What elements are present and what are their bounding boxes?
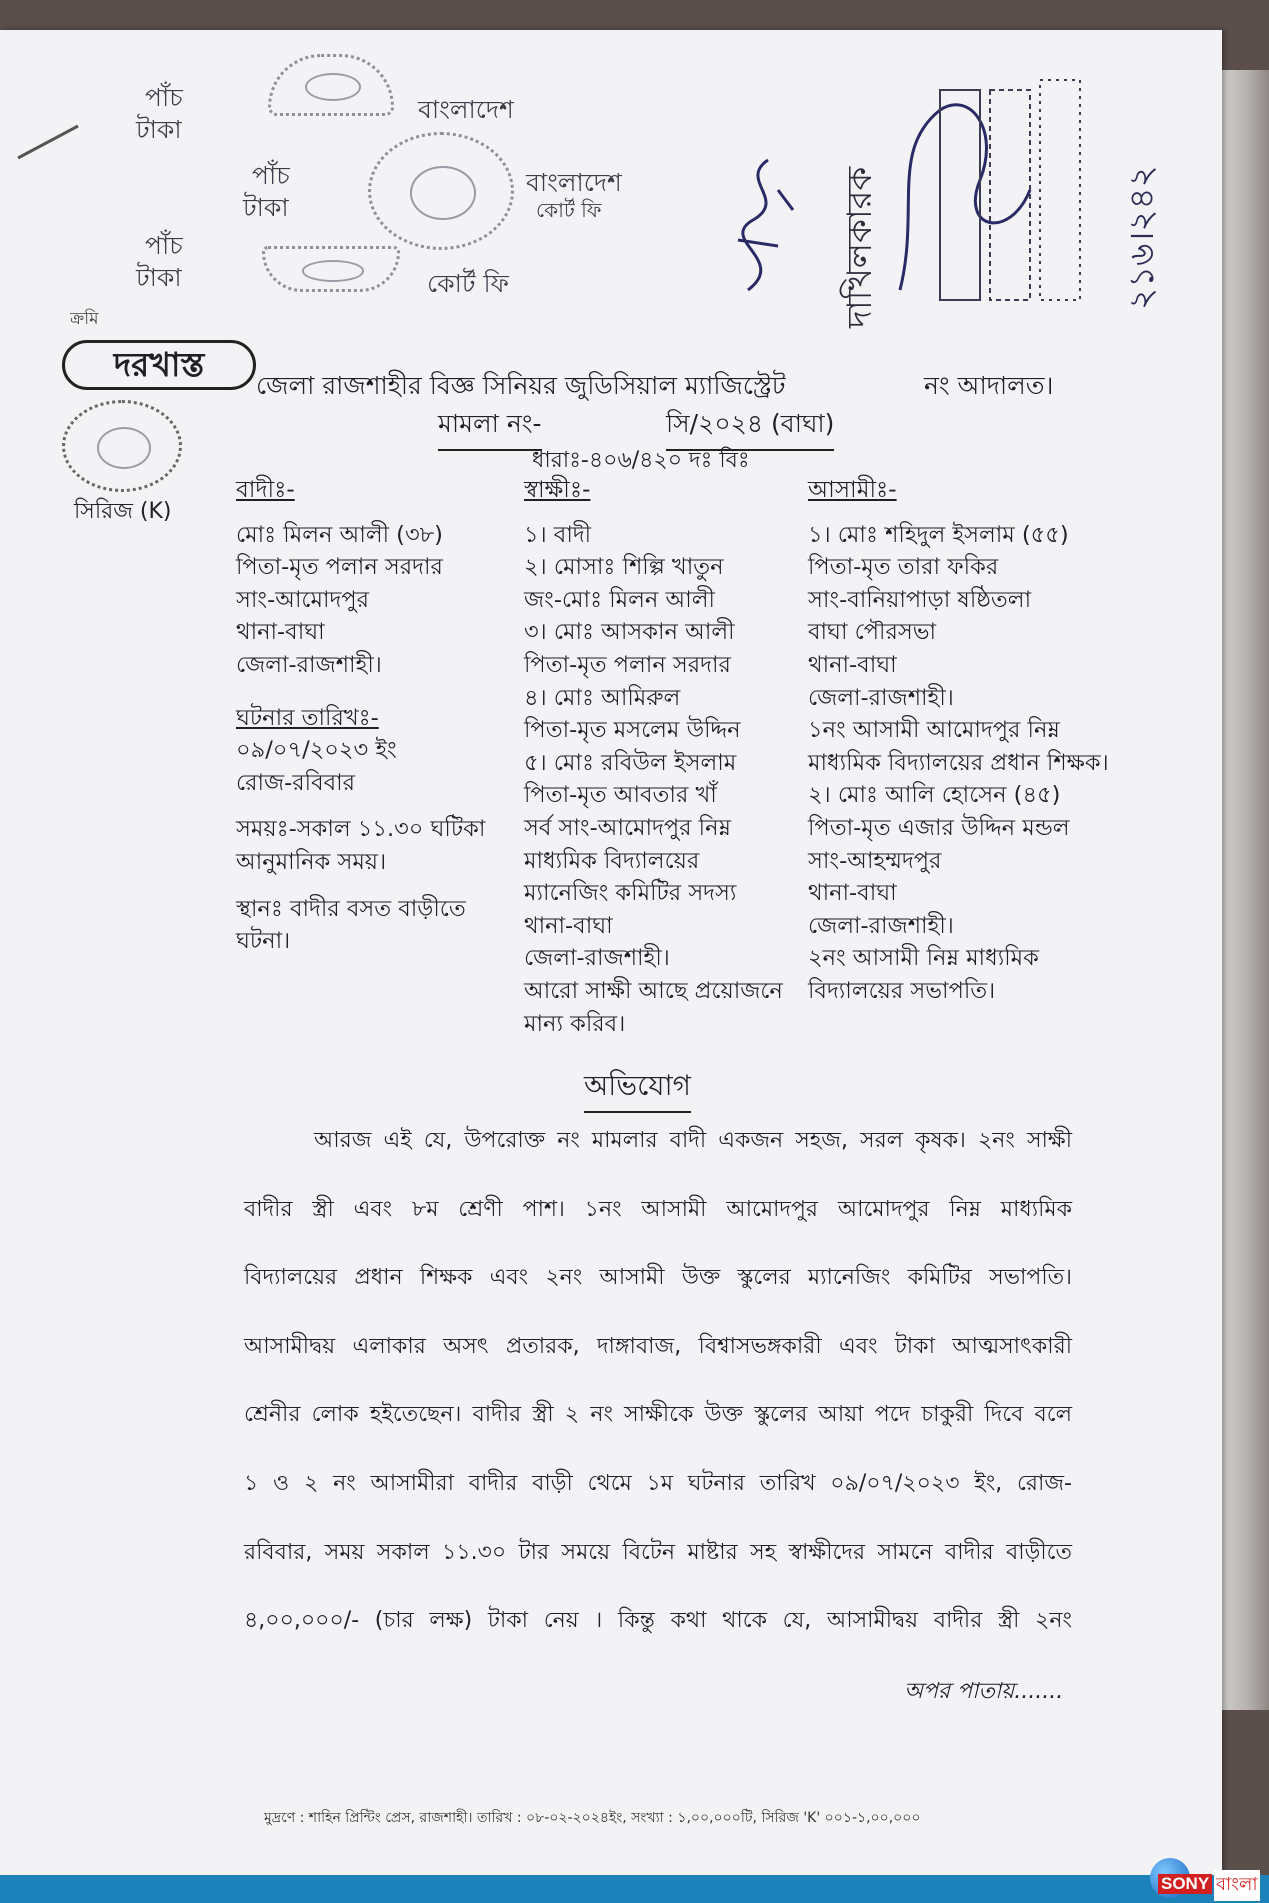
accused-line: ২। মোঃ আলি হোসেন (৪৫) xyxy=(808,782,1061,809)
plaintiff-line: মোঃ মিলন আলী (৩৮) xyxy=(236,521,443,548)
incident-date: ০৯/০৭/২০২৩ ইং xyxy=(236,737,397,764)
accused-line: থানা-বাঘা xyxy=(808,651,897,678)
complaint-body xyxy=(244,1107,1072,1656)
stamp-2-value-line1: পাঁচ xyxy=(252,161,290,190)
stamp-1-value-line1: পাঁচ xyxy=(145,83,183,112)
complaint-line: রবিবার, সময় সকাল ১১.৩০ টার সময়ে বিটেন মাষ্টার সহ স্বাক্ষীদের সামনে বাদীর বাড়ীতে xyxy=(244,1539,1072,1565)
form-title: দরখাস্ত xyxy=(62,340,256,390)
court-suffix: নং আদালত। xyxy=(924,371,1054,400)
plaintiff-line: সাং-আমোদপুর xyxy=(236,586,369,613)
accused-line: ১নং আসামী আমোদপুর নিম্ন xyxy=(808,717,1060,744)
stamp-3-emblem xyxy=(262,246,400,292)
complaint-line: আসামীদ্বয় এলাকার অসৎ প্রতারক, দাঙ্গাবাজ, বিশ্বাসভঙ্গকারী এবং টাকা আত্মসাৎকারী xyxy=(244,1333,1072,1359)
complaint-line: শ্রেনীর লোক হইতেছেন। বাদীর স্ত্রী ২ নং সাক্ষীকে উক্ত স্কুলের আয়া পদে চাকুরী দিবে বলে xyxy=(244,1402,1072,1428)
plaintiff-line: জেলা-রাজশাহী। xyxy=(236,651,382,678)
stamp-2-label-line1: বাংলাদেশ xyxy=(526,168,622,197)
accused-column xyxy=(808,474,1109,1008)
accused-heading: আসামীঃ- xyxy=(808,477,897,503)
plaintiff-column xyxy=(236,474,485,958)
accused-line: ২নং আসামী নিম্ন মাধ্যমিক xyxy=(808,945,1039,972)
stamp-3-value-line2: টাকা xyxy=(136,263,182,292)
incident-time: সময়ঃ-সকাল ১১.৩০ ঘটিকা xyxy=(236,816,486,843)
witness-line: ২। মোসাঃ শিল্পি খাতুন xyxy=(524,554,724,581)
witness-line: ৫। মোঃ রবিউল ইসলাম xyxy=(524,749,737,776)
paper-stack-edge xyxy=(1215,70,1269,1710)
stamp-3-label: কোর্ট ফি xyxy=(427,269,509,298)
serial-number xyxy=(1110,140,1170,310)
witness-line: পিতা-মৃত পলান সরদার xyxy=(524,651,731,678)
accused-line: জেলা-রাজশাহী। xyxy=(808,912,954,939)
witness-line: আরো সাক্ষী আছে প্রয়োজনে xyxy=(524,977,783,1004)
accused-line: সাং-আহম্মদপুর xyxy=(808,847,942,874)
incident-place-note: ঘটনা। xyxy=(236,928,291,955)
accused-line: সাং-বানিয়াপাড়া ষষ্ঠিতলা xyxy=(808,586,1032,613)
sony-bangla-logo xyxy=(1146,1856,1264,1900)
witness-line: ৪। মোঃ আমিরুল xyxy=(524,684,681,711)
krami-label: ক্রমি xyxy=(70,309,99,329)
accused-line: পিতা-মৃত এজার উদ্দিন মন্ডল xyxy=(808,814,1070,841)
series-label: সিরিজ (K) xyxy=(74,499,172,524)
court-name: জেলা রাজশাহীর বিজ্ঞ সিনিয়র জুডিসিয়াল ম্যাজিস্ট্রেট xyxy=(256,371,786,400)
complaint-line: বাদীর স্ত্রী এবং ৮ম শ্রেণী পাশ। ১নং আসামী আমোদপুর আমোদপুর নিম্ন মাধ্যমিক xyxy=(244,1196,1072,1222)
incident-day: রোজ-রবিবার xyxy=(236,769,356,796)
accused-line: বিদ্যালয়ের সভাপতি। xyxy=(808,977,996,1004)
case-section: ধারাঃ-৪০৬/৪২০ দঃ বিঃ xyxy=(532,448,750,473)
printer-footer: মুদ্রণে : শাহিন প্রিন্টিং প্রেস, রাজশাহী। তারিখ : ০৮-০২-২০২৪ইং, সংখ্যা : ১,০০,০০০টি, সিরিজ 'K' ০০১-১,০০,০০০ xyxy=(264,1810,921,1826)
incident-time-note: আনুমানিক সময়। xyxy=(236,848,387,875)
stamp-1-label: বাংলাদেশ xyxy=(418,95,514,124)
witness-line: থানা-বাঘা xyxy=(524,912,613,939)
bottom-bar xyxy=(0,1875,1269,1903)
serial-number-text: ২১৬।২৪২ xyxy=(1122,165,1162,310)
witness-line: জং-মোঃ মিলন আলী xyxy=(524,586,715,613)
complaint-line: আরজ এই যে, উপরোক্ত নং মামলার বাদী একজন সহজ, সরল কৃষক। ২নং সাক্ষী xyxy=(314,1128,1072,1153)
advocate-signature-stamp xyxy=(880,70,1100,320)
accused-line: থানা-বাঘা xyxy=(808,880,897,907)
witness-line: মাধ্যমিক বিদ্যালয়ের xyxy=(524,847,700,874)
plaintiff-heading: বাদীঃ- xyxy=(236,477,295,503)
accused-line: বাঘা পৌরসভা xyxy=(808,619,936,646)
stamp-2-value-line2: টাকা xyxy=(243,193,289,222)
accused-line: মাধ্যমিক বিদ্যালয়ের প্রধান শিক্ষক। xyxy=(808,749,1109,776)
accused-line: পিতা-মৃত তারা ফকির xyxy=(808,554,999,581)
complaint-line: বিদ্যালয়ের প্রধান শিক্ষক এবং ২নং আসামী উক্ত স্কুলের ম্যানেজিং কমিটির সভাপতি। xyxy=(244,1265,1072,1291)
witness-line: জেলা-রাজশাহী। xyxy=(524,945,670,972)
logo-script: বাংলা xyxy=(1214,1870,1260,1901)
logo-brand: SONY xyxy=(1158,1874,1212,1894)
accused-line: ১। মোঃ শহিদুল ইসলাম (৫৫) xyxy=(808,521,1069,548)
witness-line: পিতা-মৃত মসলেম উদ্দিন xyxy=(524,717,741,744)
accused-line: জেলা-রাজশাহী। xyxy=(808,684,954,711)
witness-line: মান্য করিব। xyxy=(524,1010,626,1037)
plaintiff-line: থানা-বাঘা xyxy=(236,619,325,646)
case-number-prefix: মামলা নং- xyxy=(438,404,542,451)
complaint-line: ১ ও ২ নং আসামীরা বাদীর বাড়ী থেমে ১ম ঘটনার তারিখ ০৯/০৭/২০২৩ ইং, রোজ- xyxy=(244,1470,1072,1496)
witness-heading: স্বাক্ষীঃ- xyxy=(524,477,591,503)
witness-line: ১। বাদী xyxy=(524,521,592,548)
stamp-2-label-line2: কোর্ট ফি xyxy=(536,198,602,222)
incident-place: স্থানঃ বাদীর বসত বাড়ীতে xyxy=(236,895,466,922)
incident-date-heading: ঘটনার তারিখঃ- xyxy=(236,704,379,731)
pen-mark xyxy=(14,118,84,164)
handwritten-signature xyxy=(718,150,808,310)
filer-label: দাখিলকারক xyxy=(840,166,880,328)
stamp-3-value-line1: পাঁচ xyxy=(145,231,183,260)
continued-note: অপর পাতায়....... xyxy=(904,1679,1064,1704)
witness-line: পিতা-মৃত আবতার খাঁ xyxy=(524,782,717,809)
printer-seal xyxy=(62,400,182,492)
complaint-heading: অভিযোগ xyxy=(584,1064,691,1113)
witness-line: ম্যানেজিং কমিটির সদস্য xyxy=(524,880,737,907)
stamp-2-emblem xyxy=(368,132,514,250)
stamp-1-value-line2: টাকা xyxy=(136,115,182,144)
witness-column xyxy=(524,474,783,1040)
witness-line: সর্ব সাং-আমোদপুর নিম্ন xyxy=(524,814,731,841)
plaintiff-line: পিতা-মৃত পলান সরদার xyxy=(236,554,443,581)
complaint-line: ৪,০০,০০০/- (চার লক্ষ) টাকা নেয় । কিন্তু কথা থাকে যে, আসামীদ্বয় বাদীর স্ত্রী ২নং xyxy=(244,1608,1072,1634)
case-number: সি/২০২৪ (বাঘা) xyxy=(666,404,834,451)
witness-line: ৩। মোঃ আসকান আলী xyxy=(524,619,735,646)
